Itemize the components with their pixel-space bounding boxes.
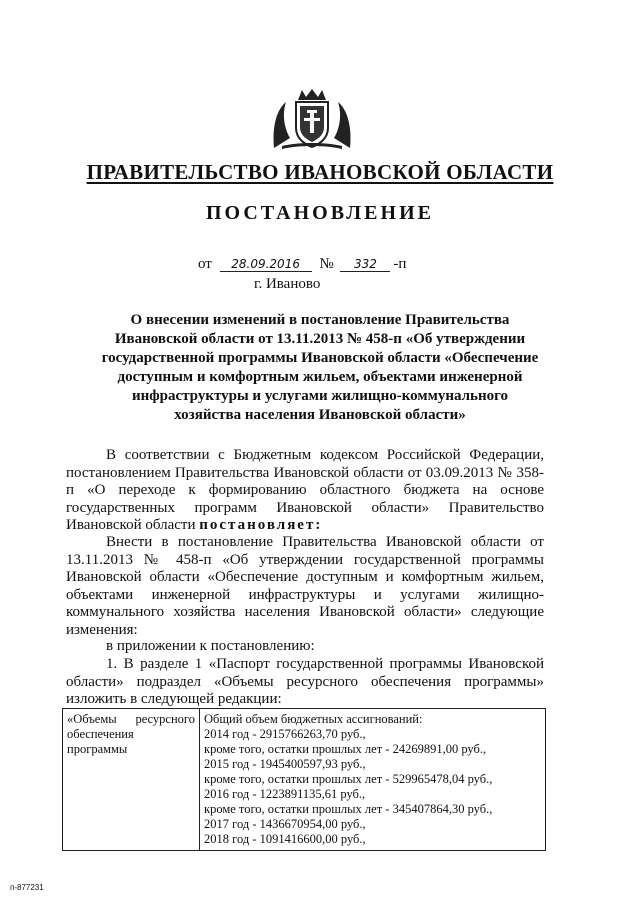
budget-line: кроме того, остатки прошлых лет - 529965478,04 руб., — [204, 772, 493, 786]
amendment-paragraph: Внести в постановление Правительства Ивановской области от 13.11.2013 № 458-п «Об утверждении государственной программы Ивановской области «Обеспечение доступным и комфортным жильем, объектами инженерной инфраструктуры и услугами жилищно-коммунального хозяйства населения Ивановской области» следующие изменения: — [66, 534, 544, 638]
preamble-text: В соответствии с Бюджетным кодексом Российской Федерации, постановлением Правительства Ивановской области от 03.09.2013 № 358-п «О переходе к формированию областного бюджета на основе государственных программ Ивановской области» Правительство Ивановской области — [66, 447, 544, 533]
number-suffix: -п — [393, 256, 407, 272]
government-name: ПРАВИТЕЛЬСТВО ИВАНОВСКОЙ ОБЛАСТИ — [86, 160, 554, 184]
table-row — [63, 709, 546, 851]
resources-values-cell — [200, 709, 546, 851]
budget-line: 2018 год - 1091416600,00 руб., — [204, 832, 366, 846]
budget-line: 2017 год - 1436670954,00 руб., — [204, 817, 366, 831]
budget-line: 2016 год - 1223891135,61 руб., — [204, 787, 366, 801]
resources-table — [62, 708, 546, 851]
budget-line: кроме того, остатки прошлых лет - 24269891,00 руб., — [204, 742, 487, 756]
date-prefix: от — [198, 256, 212, 272]
footer-code: п-877231 — [10, 883, 44, 892]
resources-label-cell: «Объемы ресурсного обеспечения программы — [63, 709, 200, 851]
budget-line: 2015 год - 1945400597,93 руб., — [204, 757, 366, 771]
budget-line: кроме того, остатки прошлых лет - 345407864,30 руб., — [204, 802, 493, 816]
budget-line: Общий объем бюджетных ассигнований: — [204, 712, 423, 726]
document-subject: О внесении изменений в постановление Правительства Ивановской области от 13.11.2013 № 458-п «Об утверждении государственной программы Ивановской области «Обеспечение доступным и комфортным жильем, объектами инженерной инфраструктуры и услугами жилищно-коммунального хозяйства населения Ивановской области» — [101, 312, 539, 423]
city: г. Иваново — [254, 276, 321, 292]
section-paragraph: 1. В разделе 1 «Паспорт государственной программы Ивановской области» подраздел «Объемы ресурсного обеспечения программы» изложить в следующей редакции: — [66, 656, 544, 707]
handwritten-date: 28.09.2016 — [220, 257, 312, 272]
date-number-line — [198, 256, 406, 273]
coat-of-arms-icon — [268, 88, 356, 150]
document-type: ПОСТАНОВЛЕНИЕ — [206, 202, 434, 224]
preamble-paragraph — [66, 447, 544, 535]
number-prefix: № — [319, 256, 334, 272]
resolves-word: постановляет: — [199, 517, 323, 533]
handwritten-number: 332 — [340, 257, 390, 272]
government-title — [0, 160, 640, 185]
budget-line: 2014 год - 2915766263,70 руб., — [204, 727, 366, 741]
appendix-paragraph: в приложении к постановлению: — [106, 638, 315, 654]
